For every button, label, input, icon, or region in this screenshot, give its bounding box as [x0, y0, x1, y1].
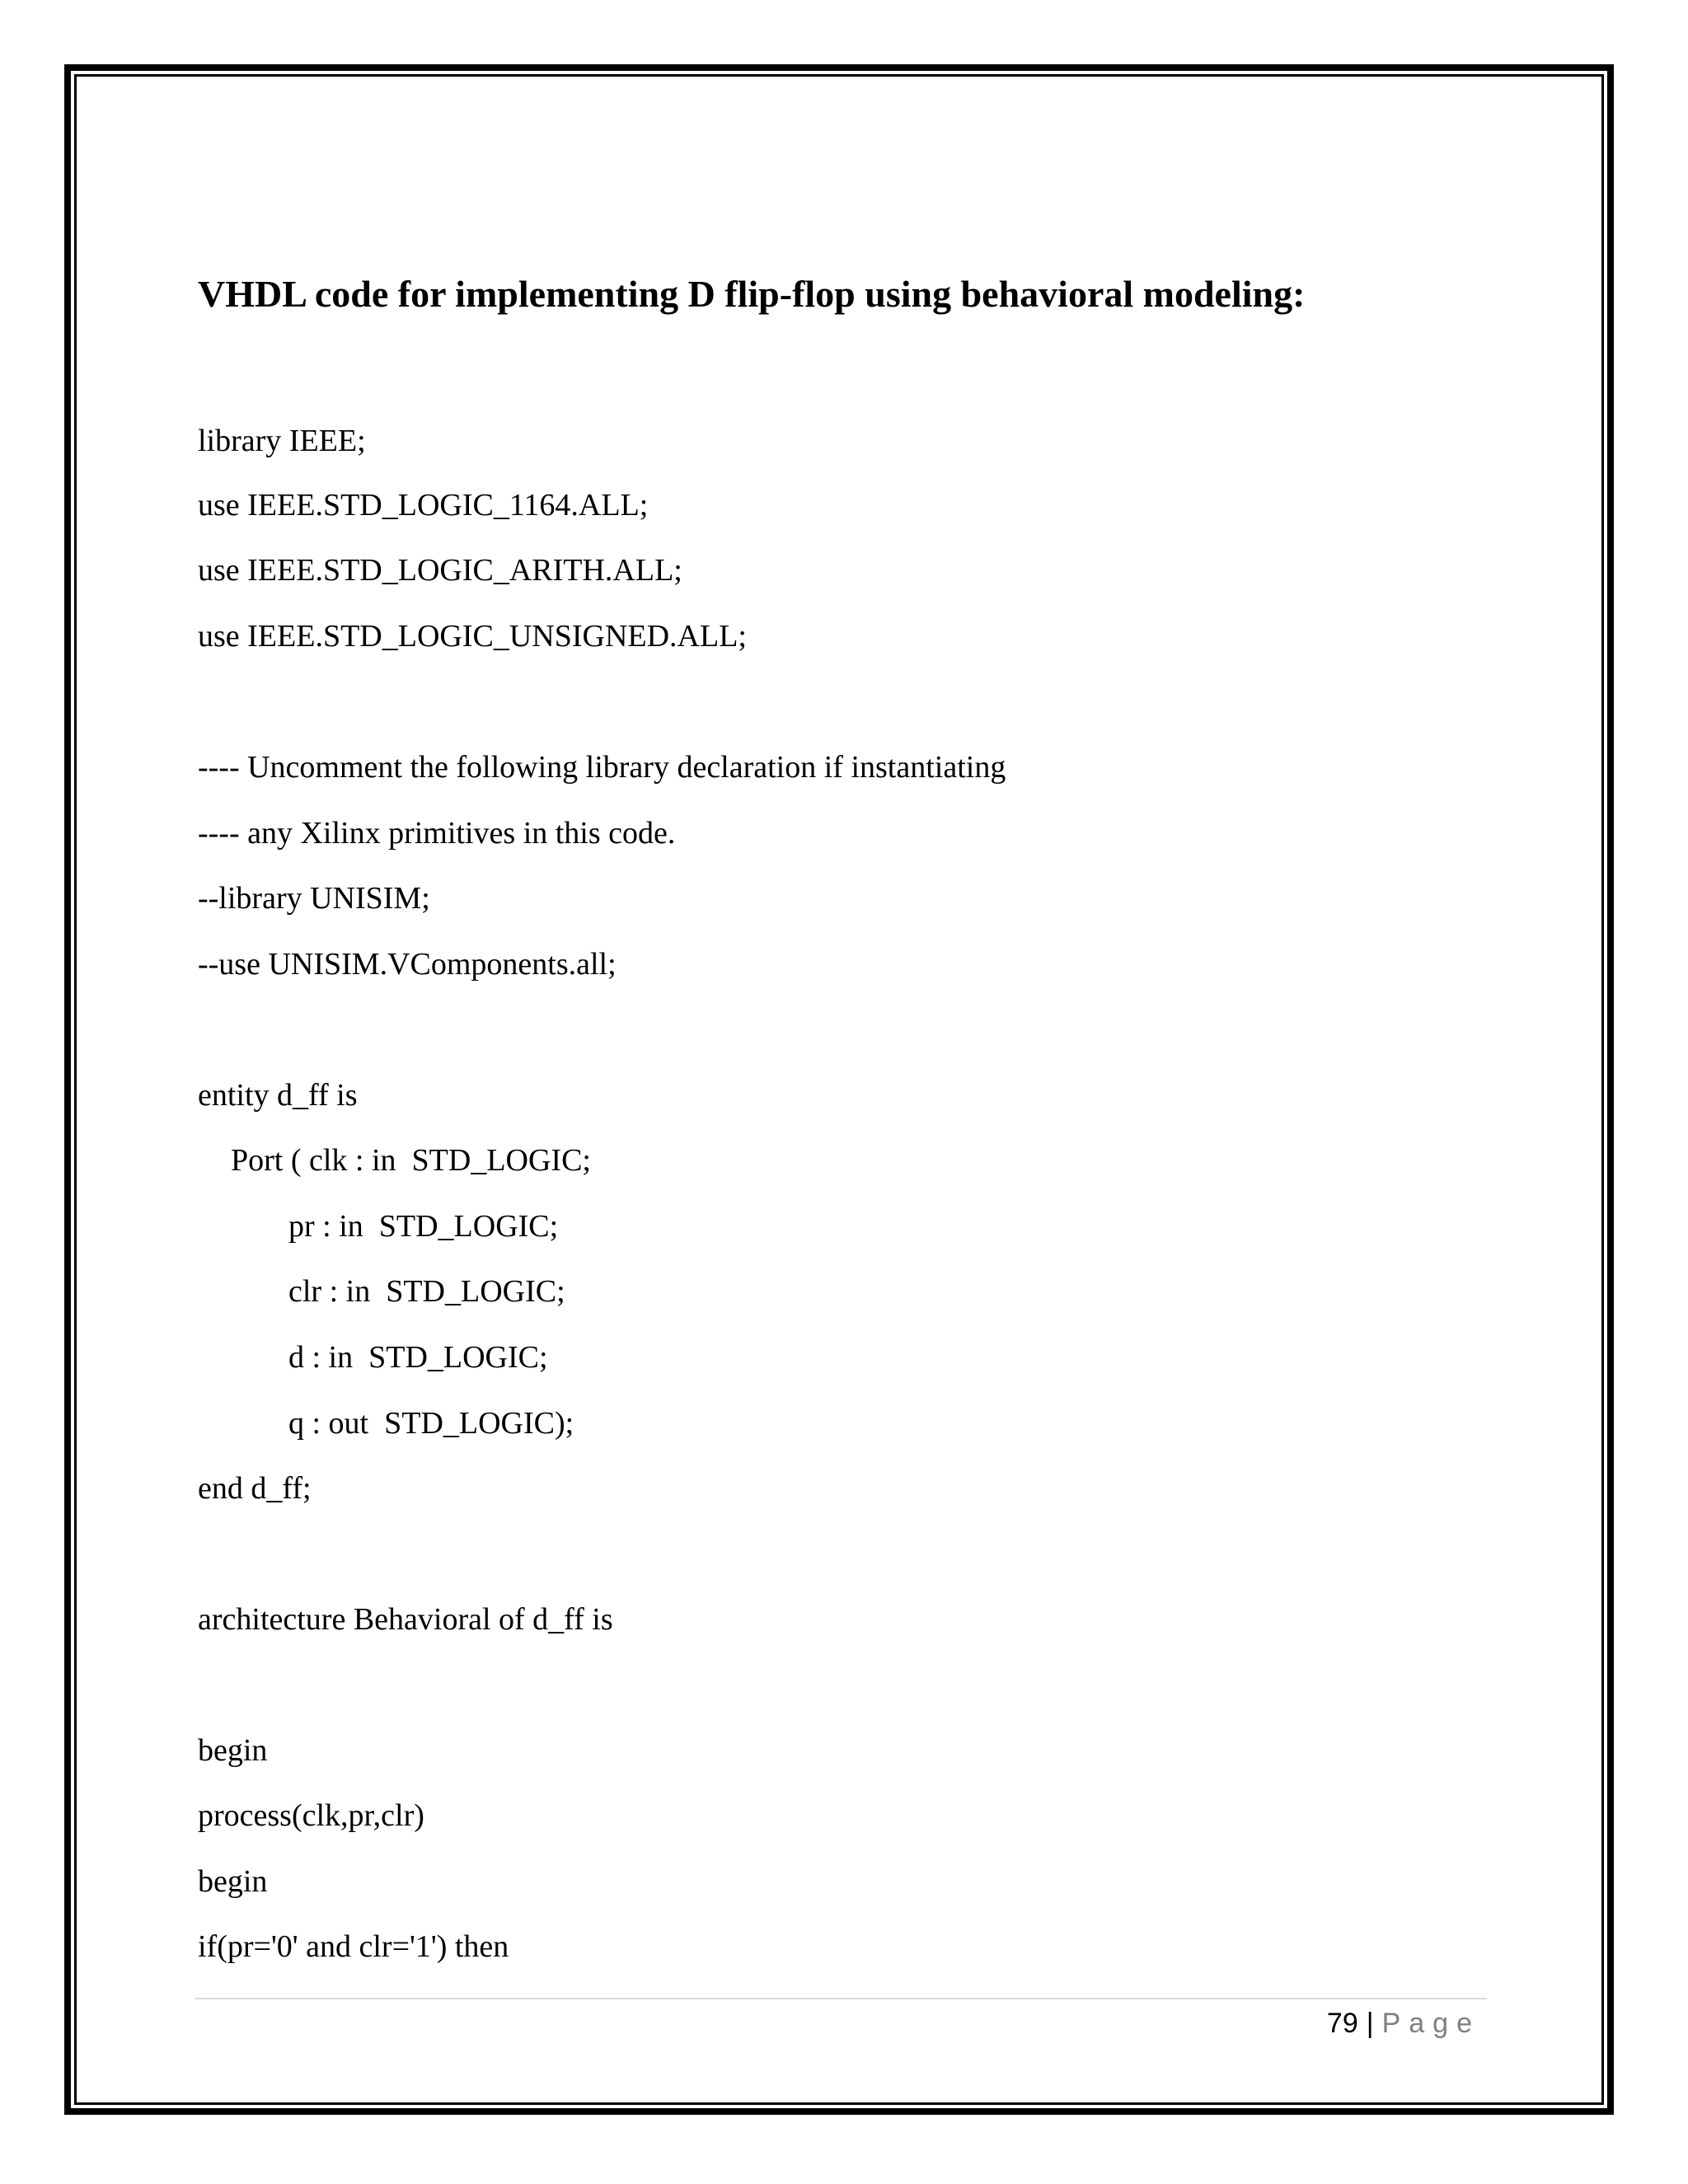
code-line: ---- Uncomment the following library declaration if instantiating: [198, 750, 1006, 785]
code-line: d : in STD_LOGIC;: [288, 1340, 548, 1375]
footer-separator: |: [1366, 2008, 1374, 2039]
code-line: q : out STD_LOGIC);: [288, 1406, 574, 1441]
code-line: pr : in STD_LOGIC;: [288, 1209, 559, 1244]
code-line: use IEEE.STD_LOGIC_UNSIGNED.ALL;: [198, 619, 747, 654]
footer-divider: [195, 1998, 1487, 1999]
code-line: architecture Behavioral of d_ff is: [198, 1602, 613, 1637]
code-line: entity d_ff is: [198, 1078, 358, 1113]
section-heading: VHDL code for implementing D flip-flop using behavioral modeling:: [198, 273, 1306, 315]
code-line: library IEEE;: [198, 424, 366, 458]
code-line: --use UNISIM.VComponents.all;: [198, 947, 617, 982]
page-number: 79: [1326, 2008, 1358, 2039]
code-line: begin: [198, 1733, 268, 1768]
code-line: if(pr='0' and clr='1') then: [198, 1929, 509, 1964]
page-footer: [1327, 2008, 1480, 2040]
page-label: Page: [1381, 2008, 1480, 2039]
code-line: clr : in STD_LOGIC;: [288, 1274, 565, 1309]
code-line: Port ( clk : in STD_LOGIC;: [231, 1143, 591, 1178]
code-line: begin: [198, 1864, 268, 1899]
code-line: use IEEE.STD_LOGIC_ARITH.ALL;: [198, 553, 682, 588]
code-line: --library UNISIM;: [198, 881, 430, 916]
code-line: ---- any Xilinx primitives in this code.: [198, 816, 676, 851]
code-line: process(clk,pr,clr): [198, 1798, 424, 1833]
code-line: end d_ff;: [198, 1471, 312, 1506]
code-line: use IEEE.STD_LOGIC_1164.ALL;: [198, 488, 649, 523]
